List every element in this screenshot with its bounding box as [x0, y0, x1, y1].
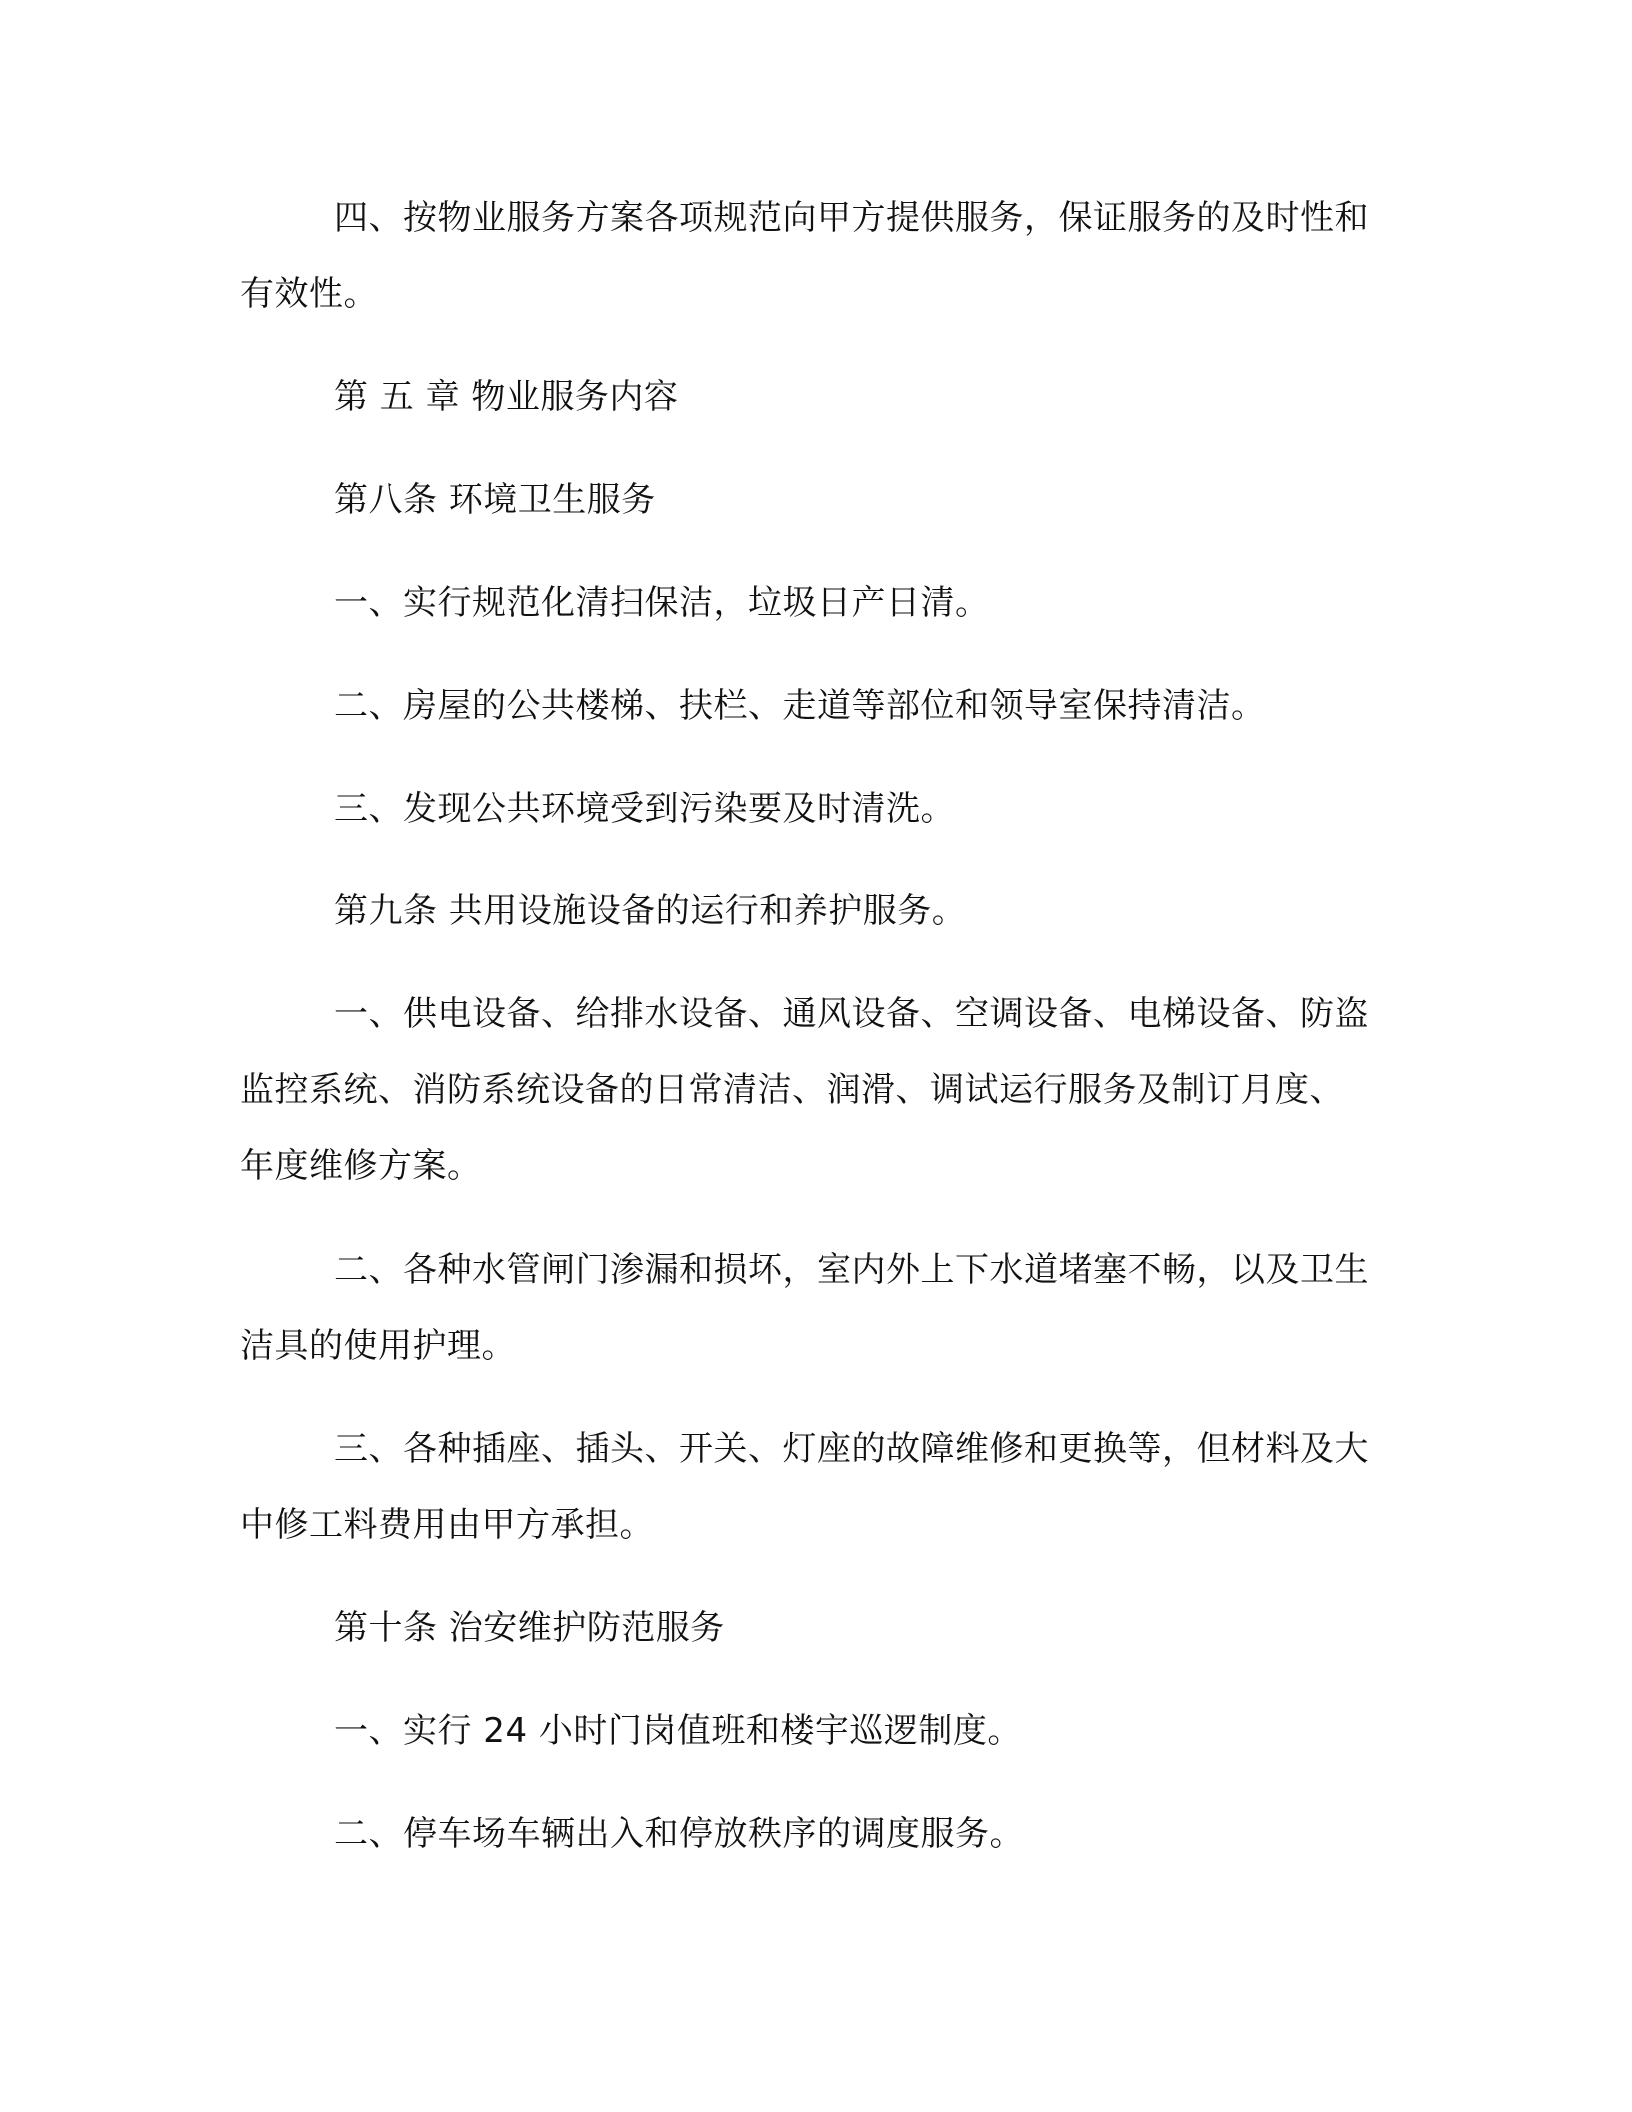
article-heading-8: 第八条 环境卫生服务 — [334, 480, 656, 520]
paragraph-public-areas: 二、房屋的公共楼梯、扶栏、走道等部位和领导室保持清洁。 — [334, 686, 1266, 726]
paragraph-cleaning: 一、实行规范化清扫保洁，垃圾日产日清。 — [334, 583, 990, 623]
article-heading-10: 第十条 治安维护防范服务 — [334, 1608, 725, 1648]
paragraph-electrical: 三、各种插座、插头、开关、灯座的故障维修和更换等，但材料及大中修工料费用由甲方承担。 — [240, 1429, 1369, 1545]
paragraph-service-timeliness: 四、按物业服务方案各项规范向甲方提供服务，保证服务的及时性和有效性。 — [240, 198, 1369, 314]
paragraph-pollution: 三、发现公共环境受到污染要及时清洗。 — [334, 789, 955, 829]
paragraph-water-pipes: 二、各种水管闸门渗漏和损坏，室内外上下水道堵塞不畅，以及卫生洁具的使用护理。 — [240, 1250, 1369, 1366]
article-heading-9: 第九条 共用设施设备的运行和养护服务。 — [334, 891, 967, 931]
chapter-heading: 第 五 章 物业服务内容 — [334, 377, 679, 417]
paragraph-equipment: 一、供电设备、给排水设备、通风设备、空调设备、电梯设备、防盗监控系统、消防系统设备的日常清洁、润滑、调试运行服务及制订月度、年度维修方案。 — [240, 994, 1369, 1186]
paragraph-parking: 二、停车场车辆出入和停放秩序的调度服务。 — [334, 1814, 1024, 1854]
paragraph-security-patrol: 一、实行 24 小时门岗值班和楼宇巡逻制度。 — [334, 1711, 1022, 1751]
